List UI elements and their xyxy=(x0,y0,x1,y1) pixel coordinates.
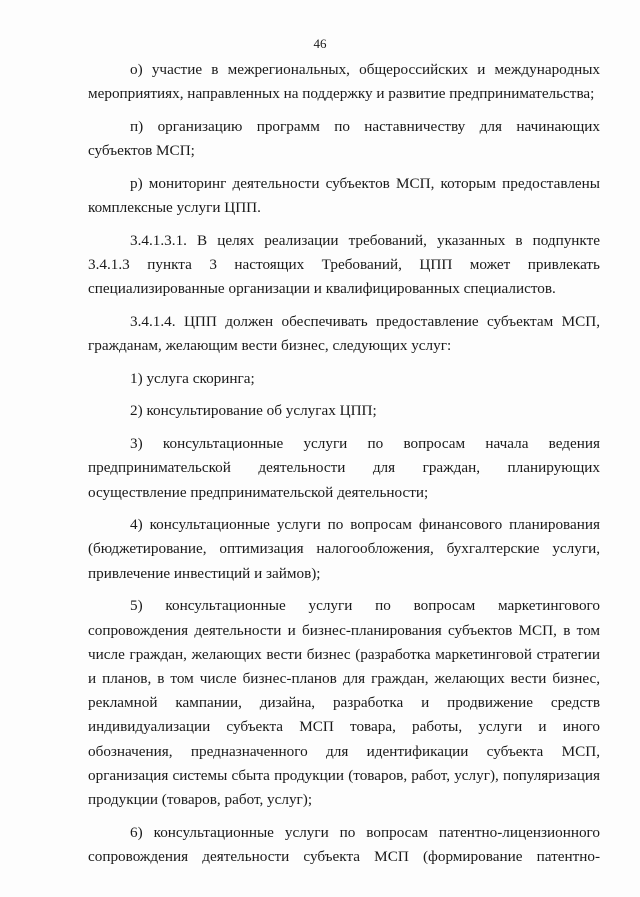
list-item-6: 6) консультационные услуги по вопросам патентно-лицензионного сопровождения деятельности субъекта МСП (формирование патентно- xyxy=(88,823,600,865)
list-item-4: 4) консультационные услуги по вопросам финансового планирования (бюджетирование, оптимизация налогообложения, бухгалтерские услуги, привлечение инвестиций и займов); xyxy=(88,516,600,582)
list-item-2: 2) консультирование об услугах ЦПП; xyxy=(130,402,377,420)
paragraph-p: п) организацию программ по наставничеству для начинающих субъектов МСП; xyxy=(88,117,600,160)
page-body xyxy=(88,58,600,878)
list-item-5: 5) консультационные услуги по вопросам маркетингового сопровождения деятельности и бизнес-планирования субъектов МСП, в том числе граждан, желающих вести бизнес (разработка маркетинговой стратегии и планов, в том числе бизнес-планов для граждан, желающих вести бизнес, рекламной кампании, дизайна, разработка и продвижение средств индивидуализации субъекта МСП товара, работы, услуги и иного обозначения, предназначенного для идентификации субъекта МСП, организация системы сбыта продукции (товаров, работ, услуг), популяризация продукции (товаров, работ, услуг); xyxy=(88,597,600,808)
paragraph-o: о) участие в межрегиональных, общероссийских и международных мероприятиях, направленных на поддержку и развитие предпринимательства; xyxy=(88,61,600,103)
list-item-1: 1) услуга скоринга; xyxy=(130,369,255,387)
page-number: 46 xyxy=(313,36,327,51)
paragraph-3-4-1-3-1: 3.4.1.3.1. В целях реализации требований, указанных в подпункте 3.4.1.3 пункта 3 настоящих Требований, ЦПП может привлекать специализированные организации и квалифицированных специалистов. xyxy=(88,231,600,298)
list-item-3: 3) консультационные услуги по вопросам начала ведения предпринимательской деятельности для граждан, планирующих осуществление предпринимательской деятельности; xyxy=(88,435,600,501)
paragraph-3-4-1-4: 3.4.1.4. ЦПП должен обеспечивать предоставление субъектам МСП, гражданам, желающим вести бизнес, следующих услуг: xyxy=(88,312,600,355)
paragraph-r: р) мониторинг деятельности субъектов МСП, которым предоставлены комплексные услуги ЦПП. xyxy=(88,174,600,217)
